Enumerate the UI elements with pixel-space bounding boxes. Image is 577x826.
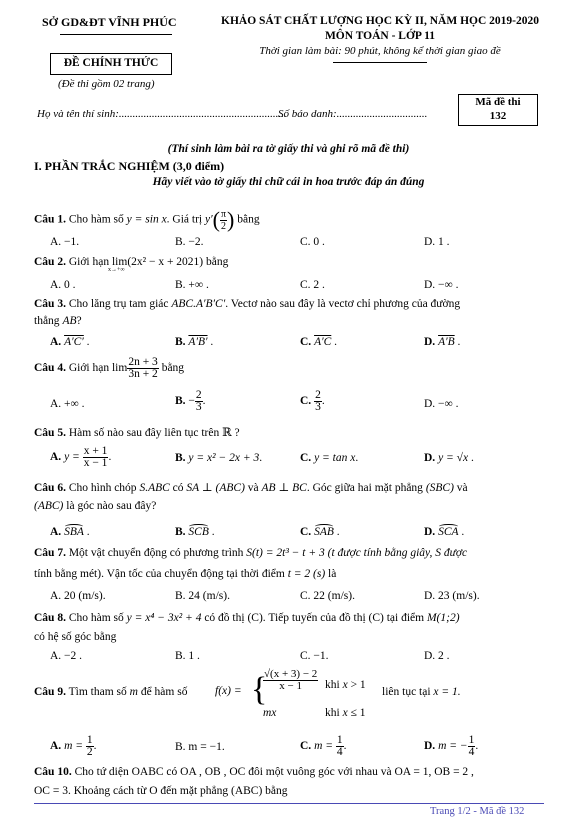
q4-option-b: B. − $\frac{2}{3}$ . xyxy=(175,389,206,413)
q6-option-c: C. SAB . xyxy=(300,526,340,538)
q2-option-a: A. 0 . xyxy=(50,279,76,291)
q2-option-b: B. +∞ . xyxy=(175,279,209,291)
org-name: SỞ GD&ĐT VĨNH PHÚC xyxy=(42,15,177,29)
question-2: Câu 2. Giới hạn lim x→+∞ (2x² − x + 2021) bằng xyxy=(34,256,229,273)
section-subnote: Hãy viết vào tờ giấy thi chữ cái in hoa trước đáp án đúng xyxy=(152,176,425,188)
q7-option-c: C. 22 (m/s). xyxy=(300,590,355,602)
q5-option-d: D. y = √x . xyxy=(424,452,474,464)
q9-option-c: C. m = $\frac{1}{4}$ . xyxy=(300,734,347,758)
question-9: Câu 9. Tìm tham số m để hàm số xyxy=(34,686,188,698)
q1-option-d: D. 1 . xyxy=(424,236,450,248)
q2-option-d: D. −∞ . xyxy=(424,279,459,291)
q2-option-c: C. 2 . xyxy=(300,279,325,291)
q5-option-c: C. y = tan x. xyxy=(300,452,359,464)
q5-option-b: B. y = x² − 2x + 3. xyxy=(175,452,263,464)
q8-option-c: C. −1. xyxy=(300,650,329,662)
q1-option-b: B. −2. xyxy=(175,236,204,248)
question-10-cont: OC = 3. Khoảng cách từ O đến mặt phẳng (ABC) bằng xyxy=(34,785,288,797)
question-8: Câu 8. Cho hàm số y = x⁴ − 3x² + 4 có đồ thị (C). Tiếp tuyến của đồ thị (C) tại điểm M(1;2) xyxy=(34,612,460,624)
q7-option-b: B. 24 (m/s). xyxy=(175,590,230,602)
exam-page: SỞ GD&ĐT VĨNH PHÚC ĐỀ CHÍNH THỨC (Đề thi gồm 02 trang) KHẢO SÁT CHẤT LƯỢNG HỌC KỲ II, NĂM HỌC 2019-2020 MÔN TOÁN - LỚP 11 Thời gian làm bài: 90 phút, không kể thời gian giao đề Họ và tên thí sinh:............................................................. Số báo danh:................................. Mã đề thi 132 (Thí sinh làm bài ra tờ giấy thi và ghi rõ mã đề thi) I. PHẦN TRẮC NGHIỆM (3,0 điểm) Hãy viết vào tờ giấy thi chữ cái in hoa trước đáp án đúng Câu 1. Cho hàm số y = sin x. Giá trị y′( $\frac{\pi}{2}$ ) bằng A. −1. B. −2. C. 0 . D. 1 . Câu 2. Giới hạn lim x→+∞ (2x² − x + 2021) bằng A. 0 . B. +∞ . C. 2 . D. −∞ . Câu 3. Cho lăng trụ tam giác ABC.A′B′C′. Vectơ nào sau đây là vectơ chỉ phương của đường thẳng AB? A. A′C′ . B. A′B′ . C. A′C . D. A′B . Câu 4. Giới hạn lim $\frac{2n + 3}{3n + 2}$ bằng A. +∞ . B. − $\frac{2}{3}$ . C. $\frac{2}{3}$ . D. −∞ . Câu 5. Hàm số nào sau đây liên tục trên ℝ ? A. y = $\frac{x + 1}{x - 1}$ . B. y = x² − 2x + 3. C. y = tan x. D. y = √x . Câu 6. Cho hình chóp S.ABC có SA ⊥ (ABC) và AB ⊥ BC. Góc giữa hai mặt phẳng (SBC) và (ABC) là góc nào sau đây? A. SBA . B. SCB . C. SAB . D. SCA . Câu 7. Một vật chuyển động có phương trình S(t) = 2t³ − t + 3 (t được tính bằng giây, S được tính bằng mét). Vận tốc của chuyển động tại thời điểm t = 2 (s) là A. 20 (m/s). B. 24 (m/s). C. 22 (m/s). D. 23 (m/s). Câu 8. Cho hàm số y = x⁴ − 3x² + 4 có đồ thị (C). Tiếp tuyến của đồ thị (C) tại điểm M(1;2) có hệ số góc bằng A. −2 . B. 1 . C. −1. D. 2 . Câu 9. Tìm tham số m để hàm số f(x) = { $\frac{√(x + 3) - 2}{x - 1}$ khi x > 1 mx khi x ≤ 1 liên tục tại x = 1. A. m = $\frac{1}{2}$ . B. m = −1. C. m = $\frac{1}{4}$ . D. m = − $\frac{1}{4}$ . Câu 10. Cho tứ diện OABC có OA , OB , OC đôi một vuông góc với nhau và OA = 1, OB = 2 , OC = 3. Khoảng cách từ O đến mặt phẳng (ABC) bằng Trang 1/2 - Mã đề 132 xyxy=(0,0,577,826)
question-1: Câu 1. Cho hàm số y = sin x. Giá trị y′( $\frac{\pi}{2}$ ) bằng xyxy=(34,207,260,232)
question-4: Câu 4. Giới hạn lim $\frac{2n + 3}{3n + 2}$ bằng xyxy=(34,356,185,380)
q8-option-d: D. 2 . xyxy=(424,650,450,662)
q3-option-d: D. A′B . xyxy=(424,336,461,348)
q3-option-a: A. A′C′ . xyxy=(50,336,90,348)
org-underline xyxy=(60,34,172,35)
q5-option-a: A. y = $\frac{x + 1}{x - 1}$ . xyxy=(50,445,112,469)
question-9-tail: liên tục tại x = 1. xyxy=(382,686,461,698)
question-10: Câu 10. Cho tứ diện OABC có OA , OB , OC đôi một vuông góc với nhau và OA = 1, OB = 2 , xyxy=(34,766,474,778)
q7-option-d: D. 23 (m/s). xyxy=(424,590,480,602)
question-6: Câu 6. Cho hình chóp S.ABC có SA ⊥ (ABC) và AB ⊥ BC. Góc giữa hai mặt phẳng (SBC) và xyxy=(34,482,468,494)
page-footer: Trang 1/2 - Mã đề 132 xyxy=(430,806,525,817)
q8-option-b: B. 1 . xyxy=(175,650,200,662)
question-number: Câu 1. xyxy=(34,213,66,226)
q4-option-c: C. $\frac{2}{3}$ . xyxy=(300,389,325,413)
q6-option-b: B. SCB . xyxy=(175,526,215,538)
question-7-cont: tính bằng mét). Vận tốc của chuyển động tại thời điểm t = 2 (s) là xyxy=(34,568,337,580)
question-3-cont: thẳng AB? xyxy=(34,315,82,327)
q1-option-c: C. 0 . xyxy=(300,236,325,248)
q4-option-a: A. +∞ . xyxy=(50,398,85,410)
footer-rule xyxy=(34,803,544,804)
official-label: ĐỀ CHÍNH THỨC xyxy=(63,57,159,69)
q6-option-a: A. SBA . xyxy=(50,526,90,538)
q9-option-d: D. m = − $\frac{1}{4}$ . xyxy=(424,734,479,758)
question-5: Câu 5. Hàm số nào sau đây liên tục trên ℝ ? xyxy=(34,427,240,439)
q8-option-a: A. −2 . xyxy=(50,650,83,662)
q9-option-a: A. m = $\frac{1}{2}$ . xyxy=(50,734,97,758)
section-title: I. PHẦN TRẮC NGHIỆM (3,0 điểm) xyxy=(34,159,225,173)
candidate-id: Số báo danh:................................. xyxy=(278,108,428,120)
code-value: 132 xyxy=(489,110,507,122)
q3-option-b: B. A′B′ . xyxy=(175,336,214,348)
q3-option-c: C. A′C . xyxy=(300,336,338,348)
exam-title: KHẢO SÁT CHẤT LƯỢNG HỌC KỲ II, NĂM HỌC 2019-2020 xyxy=(221,15,539,27)
candidate-name: Họ và tên thí sinh:............................................................. xyxy=(37,108,287,120)
question-6-cont: (ABC) là góc nào sau đây? xyxy=(34,500,157,512)
code-label: Mã đề thi xyxy=(475,96,521,108)
q1-option-a: A. −1. xyxy=(50,236,80,248)
q6-option-d: D. SCA . xyxy=(424,526,465,538)
question-8-cont: có hệ số góc bằng xyxy=(34,631,117,643)
exam-time: Thời gian làm bài: 90 phút, không kể thời gian giao đề xyxy=(259,45,501,57)
q4-option-d: D. −∞ . xyxy=(424,398,459,410)
question-7: Câu 7. Một vật chuyển động có phương trình S(t) = 2t³ − t + 3 (t được tính bằng giây, S được xyxy=(34,547,468,559)
question-3: Câu 3. Cho lăng trụ tam giác ABC.A′B′C′. Vectơ nào sau đây là vectơ chỉ phương của đường xyxy=(34,298,461,310)
exam-subject: MÔN TOÁN - LỚP 11 xyxy=(324,30,436,42)
time-underline xyxy=(333,62,427,63)
q9-option-b: B. m = −1. xyxy=(175,741,225,753)
instructions-note: (Thí sinh làm bài ra tờ giấy thi và ghi rõ mã đề thi) xyxy=(167,143,410,155)
q7-option-a: A. 20 (m/s). xyxy=(50,590,106,602)
pages-note: (Đề thi gồm 02 trang) xyxy=(58,78,155,90)
